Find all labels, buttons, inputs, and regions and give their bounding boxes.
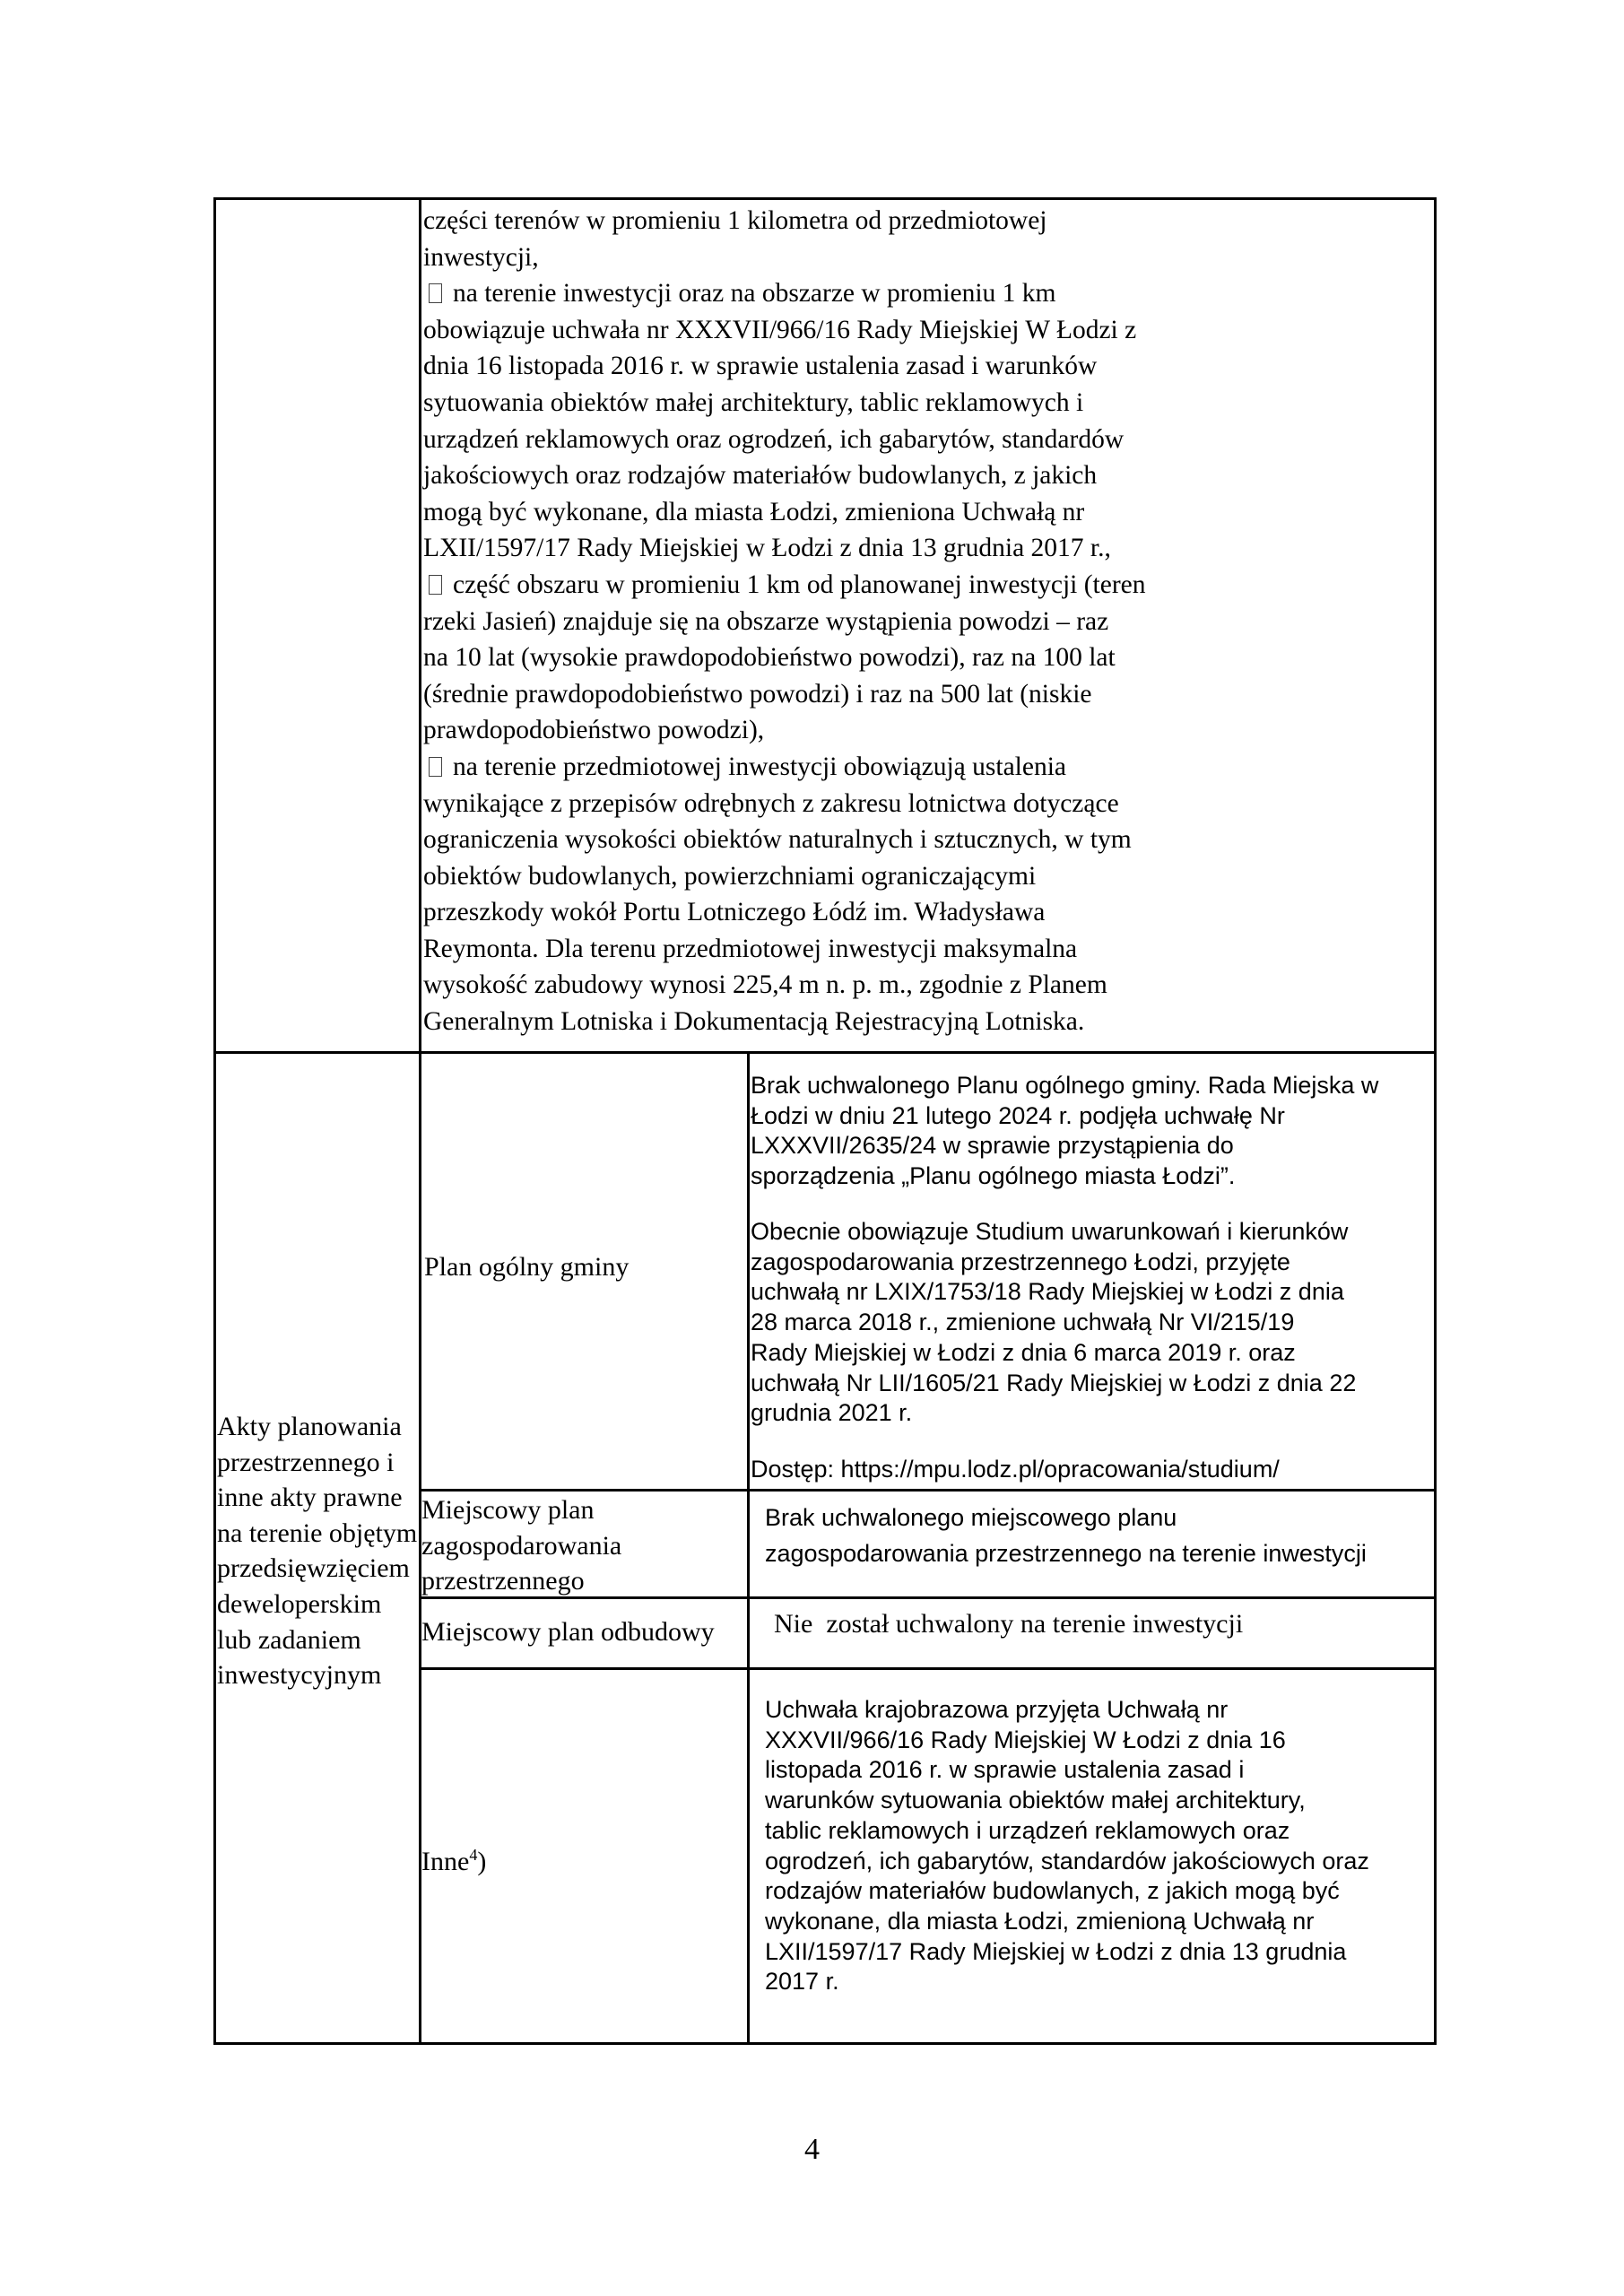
plan-ogolny-label: Plan ogólny gminy xyxy=(424,1252,630,1282)
row-divider-inne xyxy=(419,1667,1437,1670)
plan-ogolny-line: sporządzenia „Planu ogólnego miasta Łodzi”. xyxy=(751,1162,1236,1190)
plan-ogolny-line: uchwałą Nr LII/1605/21 Rady Miejskiej w Łodzi z dnia 22 xyxy=(751,1369,1357,1396)
column-divider-1 xyxy=(419,197,421,2045)
context-line xyxy=(423,275,1146,312)
mpzp-label xyxy=(421,1492,621,1599)
row-divider-mpzp xyxy=(419,1489,1437,1492)
context-line: dnia 16 listopada 2016 r. w sprawie ustalenia zasad i warunków xyxy=(423,352,1098,381)
plan-ogolny-line: 28 marca 2018 r., zmienione uchwałą Nr VI/215/19 xyxy=(751,1309,1295,1336)
section-label-line: inwestycyjnym xyxy=(217,1660,382,1691)
context-line: Reymonta. Dla terenu przedmiotowej inwestycji maksymalna xyxy=(423,934,1078,963)
section-label-line: przestrzennego i xyxy=(217,1447,395,1477)
inne-value-line: ogrodzeń, ich gabarytów, standardów jakościowych oraz xyxy=(765,1847,1369,1874)
inne-value-line: Uchwała krajobrazowa przyjęta Uchwałą nr xyxy=(765,1696,1229,1723)
inne-value xyxy=(765,1695,1369,1997)
context-line: przeszkody wokół Portu Lotniczego Łódź im. Władysława xyxy=(423,898,1046,927)
column-divider-2 xyxy=(747,1051,750,2045)
mpzp-value-line: zagospodarowania przestrzennego na terenie inwestycji xyxy=(765,1540,1367,1567)
context-line: na 10 lat (wysokie prawdopodobieństwo powodzi), raz na 100 lat xyxy=(423,643,1116,673)
context-line: rzeki Jasień) znajduje się na obszarze wystąpienia powodzi – raz xyxy=(423,606,1109,636)
checkbox-glyph-icon xyxy=(429,757,442,777)
inne-label-suffix: ) xyxy=(477,1847,487,1876)
section-label xyxy=(217,1409,417,1693)
mpzp-label-line: przestrzennego xyxy=(421,1566,585,1596)
inne-value-line: 2017 r. xyxy=(765,1968,839,1996)
checkbox-glyph-icon xyxy=(429,283,442,303)
bullet-text: część obszaru w promieniu 1 km od planowanej inwestycji (teren xyxy=(453,570,1146,599)
checkbox-glyph-icon xyxy=(429,575,442,595)
context-line: wysokość zabudowy wynosi 225,4 m n. p. m., zgodnie z Planem xyxy=(423,970,1107,1000)
mpzp-value xyxy=(765,1500,1367,1571)
context-line: jakościowych oraz rodzajów materiałów budowlanych, z jakich xyxy=(423,461,1098,491)
plan-ogolny-line: uchwałą nr LXIX/1753/18 Rady Miejskiej w Łodzi z dnia xyxy=(751,1278,1344,1306)
inne-footnote-mark: 4 xyxy=(469,1846,478,1864)
context-line: inwestycji, xyxy=(423,242,539,272)
context-line: Generalnym Lotniska i Dokumentacją Rejestracyjną Lotniska. xyxy=(423,1007,1085,1037)
context-line xyxy=(423,749,1146,786)
row-divider-main xyxy=(213,1051,1437,1054)
context-line: obiektów budowlanych, powierzchniami ograniczającymi xyxy=(423,861,1037,891)
context-line: wynikające z przepisów odrębnych z zakresu lotnictwa dotyczące xyxy=(423,788,1119,818)
plan-ogolny-paragraph-2 xyxy=(751,1217,1356,1429)
odbudowy-value: Nie został uchwalony na terenie inwestycji xyxy=(774,1609,1244,1639)
mpzp-value-line: Brak uchwalonego miejscowego planu xyxy=(765,1504,1177,1531)
section-label-line: lub zadaniem xyxy=(217,1624,361,1655)
inne-value-line: XXXVII/966/16 Rady Miejskiej W Łodzi z dnia 16 xyxy=(765,1726,1286,1753)
section-label-line: na terenie objętym xyxy=(217,1518,418,1548)
mpzp-label-line: Miejscowy plan xyxy=(421,1495,595,1525)
plan-ogolny-line: Rady Miejskiej w Łodzi z dnia 6 marca 2019 r. oraz xyxy=(751,1338,1296,1366)
section-label-line: deweloperskim xyxy=(217,1588,382,1619)
inne-value-line: LXII/1597/17 Rady Miejskiej w Łodzi z dnia 13 grudnia xyxy=(765,1937,1347,1965)
plan-ogolny-paragraph-1 xyxy=(751,1071,1378,1192)
inne-value-line: warunków sytuowania obiektów małej architektury, xyxy=(765,1787,1306,1814)
bullet-text: na terenie inwestycji oraz na obszarze w promieniu 1 km xyxy=(453,279,1056,309)
context-line: (średnie prawdopodobieństwo powodzi) i raz na 500 lat (niskie xyxy=(423,679,1092,709)
plan-ogolny-line: LXXXVII/2635/24 w sprawie przystąpienia do xyxy=(751,1132,1234,1160)
context-line: prawdopodobieństwo powodzi), xyxy=(423,716,765,745)
plan-ogolny-line: grudnia 2021 r. xyxy=(751,1399,913,1427)
context-line: sytuowania obiektów małej architektury, tablic reklamowych i xyxy=(423,387,1084,417)
plan-ogolny-line: Brak uchwalonego Planu ogólnego gminy. Rada Miejska w xyxy=(751,1072,1379,1099)
inne-value-line: tablic reklamowych i urządzeń reklamowych oraz xyxy=(765,1816,1290,1844)
plan-ogolny-line: Łodzi w dniu 21 lutego 2024 r. podjęła uchwałę Nr xyxy=(751,1101,1285,1129)
plan-ogolny-line: Obecnie obowiązuje Studium uwarunkowań i kierunków xyxy=(751,1218,1349,1245)
context-line: urządzeń reklamowych oraz ogrodzeń, ich gabarytów, standardów xyxy=(423,424,1125,454)
plan-ogolny-access-link: Dostęp: https://mpu.lodz.pl/opracowania/studium/ xyxy=(751,1456,1280,1483)
context-line: obowiązuje uchwała nr XXXVII/966/16 Rady Miejskiej W Łodzi z xyxy=(423,315,1137,344)
section-label-line: przedsięwzięciem xyxy=(217,1553,410,1584)
bullet-text: na terenie przedmiotowej inwestycji obowiązują ustalenia xyxy=(453,752,1066,781)
inne-value-line: rodzajów materiałów budowlanych, z jakich mogą być xyxy=(765,1877,1340,1905)
context-line: części terenów w promieniu 1 kilometra od przedmiotowej xyxy=(423,206,1047,235)
context-line: ograniczenia wysokości obiektów naturalnych i sztucznych, w tym xyxy=(423,825,1132,855)
context-line xyxy=(423,567,1146,604)
section-label-line: Akty planowania xyxy=(217,1412,402,1441)
inne-value-line: wykonane, dla miasta Łodzi, zmienioną Uchwałą nr xyxy=(765,1907,1315,1935)
context-line: mogą być wykonane, dla miasta Łodzi, zmieniona Uchwałą nr xyxy=(423,497,1085,526)
context-line: LXII/1597/17 Rady Miejskiej w Łodzi z dnia 13 grudnia 2017 r., xyxy=(423,534,1111,563)
inne-value-line: listopada 2016 r. w sprawie ustalenia zasad i xyxy=(765,1756,1245,1784)
inne-label-text: Inne xyxy=(421,1847,470,1876)
section-label-line: inne akty prawne xyxy=(217,1483,403,1513)
plan-ogolny-line: zagospodarowania przestrzennego Łodzi, przyjęte xyxy=(751,1248,1290,1275)
odbudowy-label: Miejscowy plan odbudowy xyxy=(421,1617,715,1647)
page-number: 4 xyxy=(804,2133,820,2166)
context-text xyxy=(423,203,1146,1040)
mpzp-label-line: zagospodarowania xyxy=(421,1530,622,1561)
inne-label xyxy=(421,1838,486,1880)
